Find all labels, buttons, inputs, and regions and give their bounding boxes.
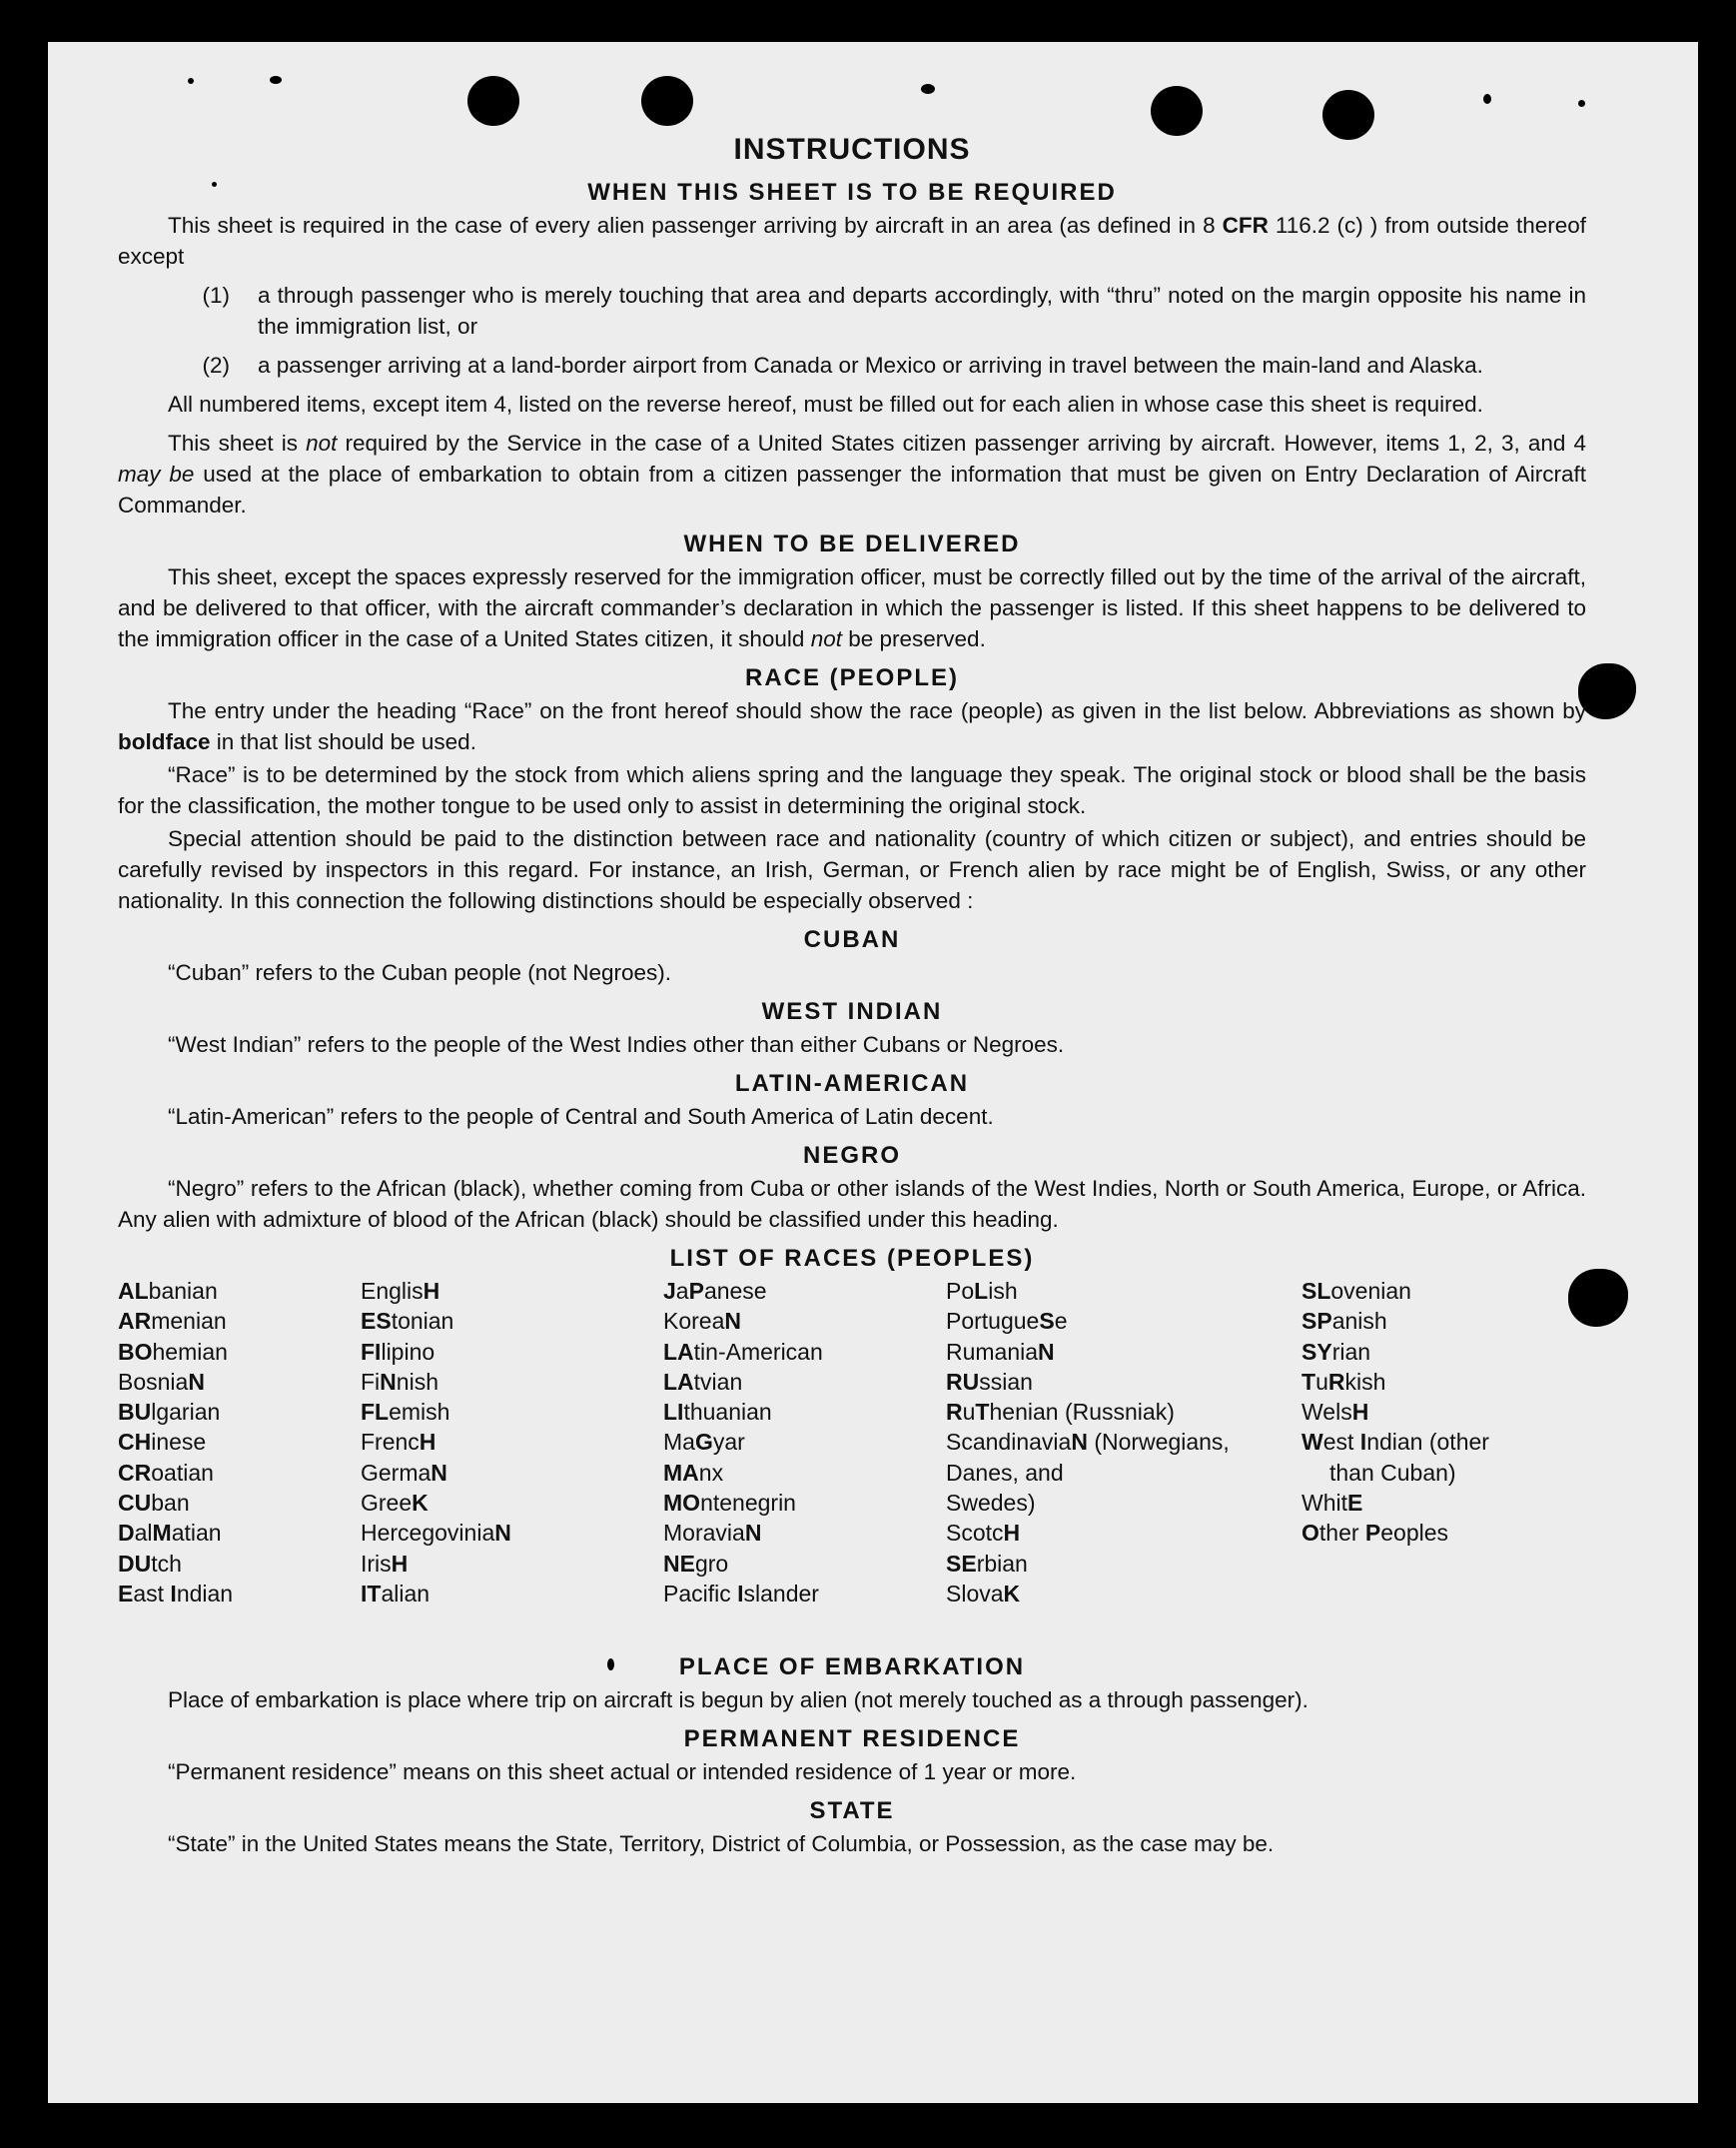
race-entry: ScandinaviaN (Norwegians,	[946, 1429, 1230, 1456]
instructions-content	[118, 134, 1586, 1867]
race-entry: FrencH	[361, 1429, 436, 1456]
race-entry: SLovenian	[1302, 1278, 1411, 1304]
race-entry: NEgro	[663, 1550, 729, 1577]
paragraph-embarkation: Place of embarkation is place where trip on aircraft is begun by alien (not merely touched as a through passenger).	[168, 1687, 1308, 1712]
race-entry: MAnx	[663, 1459, 724, 1486]
race-entry: PortugueSe	[946, 1308, 1068, 1335]
race-entry: SErbian	[946, 1550, 1028, 1577]
race-entry: JaPanese	[663, 1278, 767, 1304]
punch-hole	[641, 76, 693, 126]
race-entry: SYrian	[1302, 1338, 1371, 1365]
heading-when-delivered: WHEN TO BE DELIVERED	[683, 531, 1021, 557]
race-column-1	[118, 1276, 233, 1609]
race-entry: Swedes)	[946, 1490, 1036, 1517]
race-entry: ITalian	[361, 1580, 431, 1607]
race-column-3	[663, 1276, 823, 1609]
paragraph-cuban: “Cuban” refers to the Cuban people (not Negroes).	[168, 960, 672, 985]
race-list	[118, 1276, 1586, 1645]
speck	[1483, 94, 1491, 104]
race-entry: LIthuanian	[663, 1399, 772, 1426]
race-entry: SlovaK	[946, 1580, 1021, 1607]
paragraph-permanent-residence: “Permanent residence” means on this sheet actual or intended residence of 1 year or more.	[168, 1759, 1077, 1784]
heading-list-of-races: LIST OF RACES (PEOPLES)	[669, 1245, 1035, 1272]
heading-west-indian: WEST INDIAN	[761, 998, 943, 1025]
speck	[921, 84, 935, 94]
race-entry: FIlipino	[361, 1338, 435, 1365]
paragraph-when-required: This sheet is required in the case of every alien passenger arriving by aircraft in an area (as defined in 8 CFR 116.2 (c) ) from outside thereof except	[118, 213, 1586, 269]
race-column-5	[1302, 1276, 1489, 1549]
race-entry: WhitE	[1302, 1490, 1363, 1517]
race-entry: West Indian (other	[1302, 1429, 1489, 1456]
heading-negro: NEGRO	[802, 1142, 901, 1169]
heading-race: RACE (PEOPLE)	[744, 664, 959, 691]
race-entry: FLemish	[361, 1399, 450, 1426]
race-entry: EnglisH	[361, 1278, 440, 1304]
race-column-2	[361, 1276, 511, 1609]
punch-hole	[467, 76, 519, 126]
paragraph-when-delivered: This sheet, except the spaces expressly reserved for the immigration officer, must be correctly filled out by the time of the arrival of the aircraft, and be delivered to that officer, with the aircraft commander’s declaration in which the passenger is listed. If this sheet happens to be delivered to the immigration officer in the case of a United States citizen, it should not be preserved.	[118, 564, 1586, 651]
race-entry: RumaniaN	[946, 1338, 1055, 1365]
race-entry: RUssian	[946, 1368, 1033, 1395]
paragraph-latin-american: “Latin-American” refers to the people of Central and South America of Latin decent.	[168, 1104, 994, 1129]
race-entry: ScotcH	[946, 1520, 1021, 1547]
exception-item-1	[118, 280, 1586, 342]
page-title: INSTRUCTIONS	[733, 133, 971, 166]
ink-blot	[1578, 663, 1636, 719]
speck	[1578, 100, 1585, 107]
race-entry: GreeK	[361, 1490, 429, 1517]
race-entry: RuThenian (Russniak)	[946, 1399, 1175, 1426]
race-entry: WelsH	[1302, 1399, 1369, 1426]
exception-item-2	[118, 350, 1586, 381]
race-entry: CHinese	[118, 1429, 207, 1456]
race-entry: BUlgarian	[118, 1399, 221, 1426]
race-entry: BosniaN	[118, 1368, 205, 1395]
race-entry: GermaN	[361, 1459, 447, 1486]
race-column-4	[946, 1276, 1230, 1609]
race-entry: BOhemian	[118, 1338, 228, 1365]
race-entry: DUtch	[118, 1550, 182, 1577]
race-entry: East Indian	[118, 1580, 234, 1607]
race-entry: ALbanian	[118, 1278, 218, 1304]
race-entry: KoreaN	[663, 1308, 741, 1335]
speck	[270, 76, 282, 84]
race-entry: ARmenian	[118, 1308, 227, 1335]
heading-embarkation: PLACE OF EMBARKATION	[678, 1653, 1026, 1680]
paragraph-negro: “Negro” refers to the African (black), whether coming from Cuba or other islands of the West Indies, North or South America, Europe, or Africa. Any alien with admixture of blood of the African (black) should be classified under this heading.	[118, 1176, 1586, 1232]
punch-hole	[1322, 90, 1374, 140]
heading-cuban: CUBAN	[803, 926, 901, 953]
paragraph-race-1: The entry under the heading “Race” on the front hereof should show the race (people) as given in the list below. Abbreviations as shown by boldface in that list should be used.	[118, 698, 1586, 754]
race-entry: DalMatian	[118, 1520, 222, 1547]
race-entry: TuRkish	[1302, 1368, 1386, 1395]
race-entry: MaGyar	[663, 1429, 745, 1456]
race-entry: Danes, and	[946, 1459, 1064, 1486]
speck	[188, 78, 194, 84]
race-entry: CRoatian	[118, 1459, 214, 1486]
paragraph-race-2: “Race” is to be determined by the stock from which aliens spring and the language they speak. The original stock or blood shall be the basis for the classification, the mother tongue to be used only to assist in determining the original stock.	[118, 762, 1586, 818]
heading-permanent-residence: PERMANENT RESIDENCE	[683, 1725, 1021, 1752]
race-entry: LAtin-American	[663, 1338, 823, 1365]
paragraph-west-indian: “West Indian” refers to the people of the West Indies other than either Cubans or Negroes.	[168, 1032, 1065, 1057]
paragraph-citizen: This sheet is not required by the Service in the case of a United States citizen passenger arriving by aircraft. However, items 1, 2, 3, and 4 may be used at the place of embarkation to obtain from a citizen passenger the information that must be given on Entry Declaration of Aircraft Commander.	[118, 431, 1586, 518]
item-number: (2)	[202, 353, 230, 378]
heading-latin-american: LATIN-AMERICAN	[734, 1070, 970, 1097]
race-entry: Pacific Islander	[663, 1580, 819, 1607]
paragraph-race-3: Special attention should be paid to the distinction between race and nationality (country of which citizen or subject), and entries should be carefully revised by inspectors in this regard. For instance, an Irish, German, or French alien by race might be of English, Swiss, or any other nationality. In this connection the following distinctions should be especially observed :	[118, 826, 1586, 913]
race-entry: PoLish	[946, 1278, 1018, 1304]
heading-state: STATE	[809, 1797, 895, 1824]
heading-when-required: WHEN THIS SHEET IS TO BE REQUIRED	[587, 179, 1117, 206]
punch-hole	[1151, 86, 1203, 136]
item-number: (1)	[202, 283, 230, 308]
race-entry: CUban	[118, 1490, 190, 1517]
paragraph-numbered-items: All numbered items, except item 4, listed on the reverse hereof, must be filled out for each alien in whose case this sheet is required.	[168, 392, 1483, 417]
item-text: a through passenger who is merely touching that area and departs accordingly, with “thru” noted on the margin opposite his name in the immigration list, or	[258, 283, 1586, 339]
race-entry: MOntenegrin	[663, 1490, 796, 1517]
race-entry: SPanish	[1302, 1308, 1387, 1335]
race-entry: LAtvian	[663, 1368, 743, 1395]
item-text: a passenger arriving at a land-border airport from Canada or Mexico or arriving in travel between the main-land and Alaska.	[258, 353, 1483, 378]
race-entry: MoraviaN	[663, 1520, 762, 1547]
race-entry: FiNnish	[361, 1368, 438, 1395]
race-entry: HercegoviniaN	[361, 1520, 511, 1547]
race-entry: EStonian	[361, 1308, 454, 1335]
race-entry: than Cuban)	[1329, 1459, 1456, 1486]
paragraph-state: “State” in the United States means the State, Territory, District of Columbia, or Possession, as the case may be.	[168, 1831, 1275, 1856]
race-entry: IrisH	[361, 1550, 409, 1577]
race-entry: Other Peoples	[1302, 1520, 1449, 1547]
